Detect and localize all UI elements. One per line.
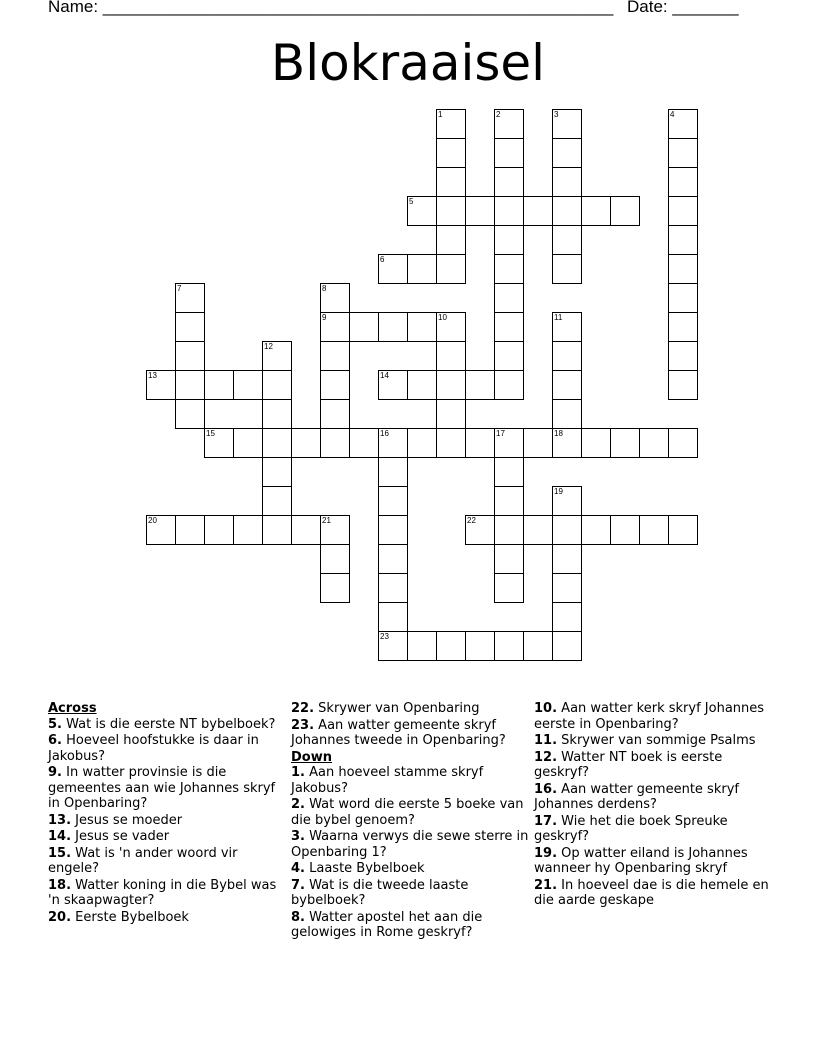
grid-cell[interactable] [465,515,495,545]
clue-down-2: 2. Wat word die eerste 5 boeke van die bybel genoem? [291,797,524,828]
grid-cell[interactable] [436,138,466,168]
grid-cell[interactable] [320,312,350,342]
cell-number: 11 [554,313,563,322]
grid-cell[interactable] [378,428,408,458]
grid-cell[interactable] [407,196,437,226]
clue-down-11: 11. Skrywer van sommige Psalms [534,733,756,748]
grid-cell[interactable] [175,341,205,371]
grid-cell[interactable] [552,196,582,226]
grid-cell[interactable] [668,515,698,545]
grid-cell[interactable] [262,370,292,400]
grid-cell[interactable] [262,341,292,371]
cell-number: 1 [438,110,443,119]
clue-down-8: 8. Watter apostel het aan die gelowiges in Rome geskryf? [291,909,483,940]
clue-across-23: 23. Aan watter gemeente skryf Johannes tweede in Openbaring? [291,717,506,748]
grid-cell[interactable] [523,428,553,458]
grid-cell[interactable] [610,428,640,458]
grid-cell[interactable] [407,370,437,400]
grid-cell[interactable] [436,109,466,139]
grid-cell[interactable] [465,428,495,458]
grid-cell[interactable] [436,254,466,284]
cell-number: 4 [670,110,675,119]
down-heading: Down [291,749,332,765]
grid-cell[interactable] [378,515,408,545]
grid-cell[interactable] [494,167,524,197]
grid-cell[interactable] [494,109,524,139]
grid-cell[interactable] [436,196,466,226]
grid-cell[interactable] [436,341,466,371]
grid-cell[interactable] [552,631,582,661]
grid-cell[interactable] [610,196,640,226]
grid-cell[interactable] [320,544,350,574]
cell-number: 23 [380,632,389,641]
grid-cell[interactable] [552,515,582,545]
grid-cell[interactable] [552,167,582,197]
grid-cell[interactable] [581,515,611,545]
grid-cell[interactable] [262,486,292,516]
grid-cell[interactable] [494,457,524,487]
clue-across-14: 14. Jesus se vader [48,829,170,844]
grid-cell[interactable] [378,312,408,342]
grid-cell[interactable] [233,428,263,458]
grid-cell[interactable] [552,341,582,371]
cell-number: 21 [322,516,331,525]
grid-cell[interactable] [320,428,350,458]
grid-cell[interactable] [552,225,582,255]
cell-number: 7 [177,284,182,293]
cell-number: 6 [380,255,385,264]
grid-cell[interactable] [204,428,234,458]
grid-cell[interactable] [668,138,698,168]
grid-cell[interactable] [378,457,408,487]
clue-down-3: 3. Waarna verwys die sewe sterre in Openbaring 1? [291,829,529,860]
grid-cell[interactable] [494,283,524,313]
grid-cell[interactable] [581,428,611,458]
grid-cell[interactable] [349,312,379,342]
grid-cell[interactable] [320,399,350,429]
cell-number: 12 [264,342,273,351]
grid-cell[interactable] [494,631,524,661]
page-title: Blokraaisel [270,34,546,92]
grid-cell[interactable] [291,428,321,458]
grid-cell[interactable] [233,370,263,400]
grid-cell[interactable] [494,196,524,226]
clue-down-17: 17. Wie het die boek Spreuke geskryf? [534,813,728,844]
grid-cell[interactable] [378,602,408,632]
date-field: Date: _______ [627,0,739,16]
clue-across-6: 6. Hoeveel hoofstukke is daar in Jakobus? [48,733,259,764]
grid-cell[interactable] [552,370,582,400]
grid-cell[interactable] [436,399,466,429]
grid-cell[interactable] [668,370,698,400]
grid-cell[interactable] [668,109,698,139]
grid-cell[interactable] [668,254,698,284]
grid-cell[interactable] [378,486,408,516]
cell-number: 15 [206,429,215,438]
grid-cell[interactable] [378,370,408,400]
cell-number: 20 [148,516,157,525]
grid-cell[interactable] [436,428,466,458]
grid-cell[interactable] [465,631,495,661]
grid-cell[interactable] [552,109,582,139]
grid-cell[interactable] [639,428,669,458]
grid-cell[interactable] [320,341,350,371]
clue-down-21: 21. In hoeveel dae is die hemele en die aarde geskape [534,877,769,908]
clue-across-22: 22. Skrywer van Openbaring [291,701,480,716]
cell-number: 19 [554,487,563,496]
grid-cell[interactable] [291,515,321,545]
grid-cell[interactable] [494,225,524,255]
cell-number: 2 [496,110,501,119]
grid-cell[interactable] [494,341,524,371]
clue-down-16: 16. Aan watter gemeente skryf Johannes derdens? [534,781,739,812]
grid-cell[interactable] [494,312,524,342]
grid-cell[interactable] [552,399,582,429]
grid-cell[interactable] [349,428,379,458]
clue-down-7: 7. Wat is die tweede laaste bybelboek? [291,877,469,908]
cell-number: 14 [380,371,389,380]
grid-cell[interactable] [175,370,205,400]
grid-cell[interactable] [378,631,408,661]
grid-cell[interactable] [494,254,524,284]
grid-cell[interactable] [494,138,524,168]
grid-cell[interactable] [668,167,698,197]
grid-cell[interactable] [407,428,437,458]
grid-cell[interactable] [552,544,582,574]
grid-cell[interactable] [552,254,582,284]
clue-across-9: 9. In watter provinsie is die gemeentes aan wie Johannes skryf in Openbaring? [48,765,276,811]
clue-down-4: 4. Laaste Bybelboek [291,861,425,876]
grid-cell[interactable] [668,225,698,255]
cell-number: 16 [380,429,389,438]
cell-number: 9 [322,313,327,322]
cell-number: 18 [554,429,563,438]
grid-cell[interactable] [523,631,553,661]
name-field: Name: ______________________________________________________ [48,0,614,16]
grid-cell[interactable] [146,370,176,400]
grid-cell[interactable] [204,515,234,545]
clues-column-2 [291,701,531,942]
cell-number: 3 [554,110,559,119]
grid-cell[interactable] [523,196,553,226]
grid-cell[interactable] [668,283,698,313]
cell-number: 17 [496,429,505,438]
grid-cell[interactable] [436,225,466,255]
grid-cell[interactable] [407,312,437,342]
grid-cell[interactable] [494,544,524,574]
cell-number: 8 [322,284,327,293]
clue-across-18: 18. Watter koning in die Bybel was 'n skaapwagter? [48,877,277,908]
grid-cell[interactable] [552,573,582,603]
grid-cell[interactable] [552,486,582,516]
clue-across-13: 13. Jesus se moeder [48,812,183,828]
grid-cell[interactable] [668,312,698,342]
grid-cell[interactable] [378,254,408,284]
clue-down-1: 1. Aan hoeveel stamme skryf Jakobus? [291,765,484,796]
grid-cell[interactable] [639,515,669,545]
clue-across-20: 20. Eerste Bybelboek [48,909,189,925]
clue-across-5: 5. Wat is die eerste NT bybelboek? [48,716,276,732]
cell-number: 5 [409,197,414,206]
grid-cell[interactable] [146,515,176,545]
grid-cell[interactable] [407,254,437,284]
grid-cell[interactable] [204,370,234,400]
grid-cell[interactable] [436,631,466,661]
grid-cell[interactable] [668,341,698,371]
grid-cell[interactable] [436,370,466,400]
clues-column-3 [534,701,774,910]
grid-cell[interactable] [494,515,524,545]
grid-cell[interactable] [320,573,350,603]
grid-cell[interactable] [262,428,292,458]
grid-cell[interactable] [262,399,292,429]
across-heading: Across [48,701,97,716]
grid-cell[interactable] [175,283,205,313]
grid-cell[interactable] [465,196,495,226]
grid-cell[interactable] [610,515,640,545]
grid-cell[interactable] [175,312,205,342]
clue-down-10: 10. Aan watter kerk skryf Johannes eerste in Openbaring? [534,701,765,732]
grid-cell[interactable] [436,312,466,342]
grid-cell[interactable] [581,196,611,226]
clue-down-12: 12. Watter NT boek is eerste geskryf? [534,749,723,780]
grid-cell[interactable] [378,573,408,603]
grid-cell[interactable] [552,312,582,342]
cell-number: 22 [467,516,476,525]
grid-cell[interactable] [494,370,524,400]
grid-cell[interactable] [262,457,292,487]
grid-cell[interactable] [233,515,263,545]
grid-cell[interactable] [552,428,582,458]
grid-cell[interactable] [523,515,553,545]
clue-down-19: 19. Op watter eiland is Johannes wanneer hy Openbaring skryf [534,845,748,876]
grid-cell[interactable] [407,631,437,661]
grid-cell[interactable] [494,428,524,458]
grid-cell[interactable] [320,283,350,313]
cell-number: 13 [148,371,157,380]
grid-cell[interactable] [320,370,350,400]
grid-cell[interactable] [494,486,524,516]
grid-cell[interactable] [320,515,350,545]
grid-cell[interactable] [436,167,466,197]
grid-cell[interactable] [175,515,205,545]
cell-number: 10 [438,313,447,322]
grid-cell[interactable] [262,515,292,545]
clue-across-15: 15. Wat is 'n ander woord vir engele? [48,845,238,876]
grid-cell[interactable] [552,138,582,168]
grid-cell[interactable] [668,196,698,226]
grid-cell[interactable] [465,370,495,400]
grid-cell[interactable] [494,573,524,603]
grid-cell[interactable] [175,399,205,429]
grid-cell[interactable] [552,602,582,632]
clues-column-1 [48,701,278,926]
grid-cell[interactable] [378,544,408,574]
grid-cell[interactable] [668,428,698,458]
